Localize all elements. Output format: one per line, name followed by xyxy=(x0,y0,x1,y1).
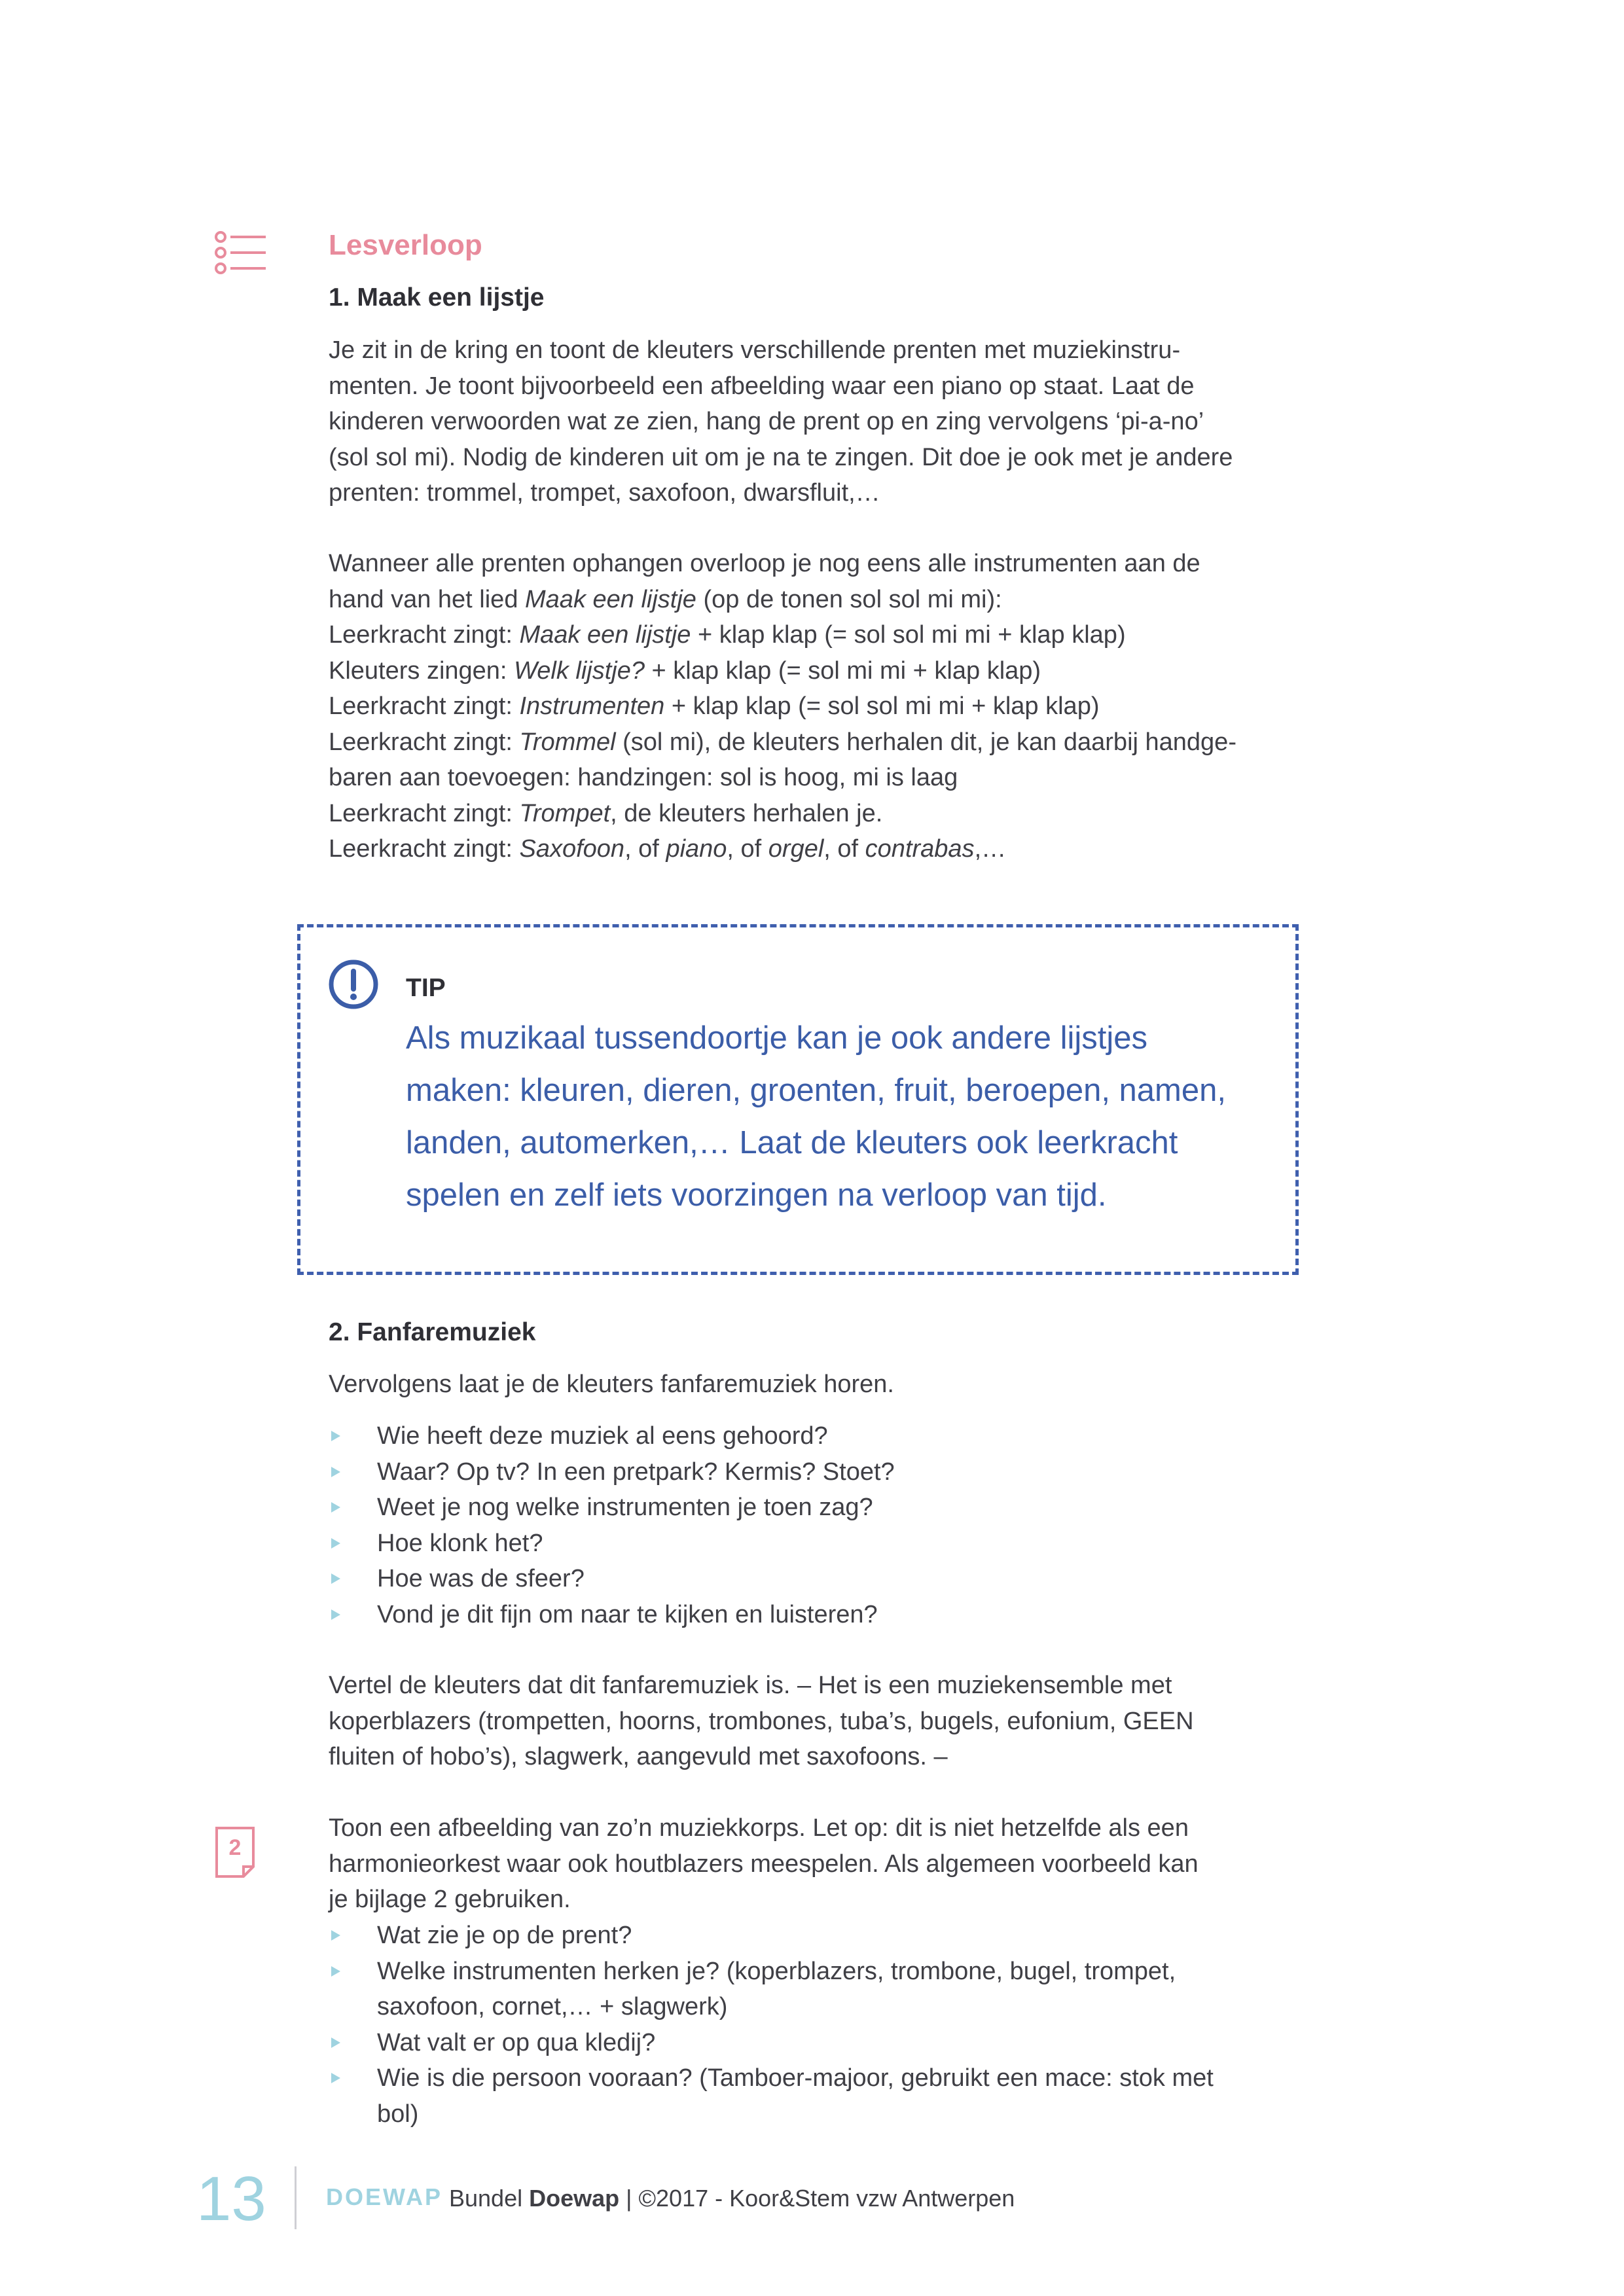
text-line: koperblazers (trompetten, hoorns, trombones, tuba’s, bugels, eufonium, GEEN xyxy=(329,1707,1194,1735)
text-line: Leerkracht zingt: Saxofoon, of piano, of orgel, of contrabas,… xyxy=(329,835,1007,863)
tip-line: maken: kleuren, dieren, groenten, fruit, beroepen, namen, xyxy=(406,1073,1226,1108)
list-item: Weet je nog welke instrumenten je toen zag? xyxy=(329,1490,1310,1526)
list-item: Hoe klonk het? xyxy=(329,1526,1310,1562)
bullet-arrow-icon xyxy=(331,1573,340,1584)
tip-line: Als muzikaal tussendoortje kan je ook andere lijstjes xyxy=(406,1020,1148,1056)
text-line: menten. Je toont bijvoorbeeld een afbeelding waar een piano op staat. Laat de xyxy=(329,372,1195,400)
text-line: (sol sol mi). Nodig de kinderen uit om je na te zingen. Dit doe je ook met je andere xyxy=(329,443,1233,471)
picture-question-list xyxy=(329,1918,1310,2132)
part1-title: 1. Maak een lijstje xyxy=(329,283,545,312)
page-number: 13 xyxy=(196,2164,266,2234)
text-line: Leerkracht zingt: Instrumenten + klap klap (= sol sol mi mi + klap klap) xyxy=(329,692,1100,720)
question-list xyxy=(329,1418,1310,1632)
text-line: Je zit in de kring en toont de kleuters verschillende prenten met muziekinstru- xyxy=(329,336,1181,364)
text-line: Leerkracht zingt: Trommel (sol mi), de kleuters herhalen dit, je kan daarbij handge- xyxy=(329,728,1236,756)
bullet-arrow-icon xyxy=(331,2073,340,2083)
attachment-number: 2 xyxy=(228,1835,242,1860)
text-line: Vertel de kleuters dat dit fanfaremuziek is. – Het is een muziekensemble met xyxy=(329,1672,1172,1699)
text-line: kinderen verwoorden wat ze zien, hang de prent op en zing vervolgens ‘pi-a-no’ xyxy=(329,408,1204,435)
list-item: Welke instrumenten herken je? (koperblazers, trombone, bugel, trompet, saxofoon, cornet,… + slagwerk) xyxy=(329,1954,1310,2025)
tip-line: landen, automerken,… Laat de kleuters ook leerkracht xyxy=(406,1125,1178,1160)
text-line: prenten: trommel, trompet, saxofoon, dwarsfluit,… xyxy=(329,479,880,507)
bullet-arrow-icon xyxy=(331,1431,340,1441)
text-line: Kleuters zingen: Welk lijstje? + klap klap (= sol mi mi + klap klap) xyxy=(329,656,1041,685)
part2-intro: Vervolgens laat je de kleuters fanfaremuziek horen. xyxy=(329,1371,894,1398)
tip-line: spelen en zelf iets voorzingen na verloop van tijd. xyxy=(406,1177,1107,1213)
attachment-2-icon xyxy=(215,1826,255,1878)
tip-label: TIP xyxy=(406,974,446,1002)
bullet-arrow-icon xyxy=(331,1538,340,1549)
bullet-arrow-icon xyxy=(331,2037,340,2048)
text-line: Toon een afbeelding van zo’n muziekkorps. Let op: dit is niet hetzelfde als een xyxy=(329,1814,1189,1842)
text-line: fluiten of hobo’s), slagwerk, aangevuld met saxofoons. – xyxy=(329,1743,948,1770)
section-title: Lesverloop xyxy=(329,229,482,261)
bullet-arrow-icon xyxy=(331,1930,340,1941)
part2-title: 2. Fanfaremuziek xyxy=(329,1318,536,1346)
bullet-arrow-icon xyxy=(331,1609,340,1620)
doewap-logo: DOEWAP xyxy=(326,2183,443,2210)
bullet-arrow-icon xyxy=(331,1502,340,1513)
text-line: baren aan toevoegen: handzingen: sol is hoog, mi is laag xyxy=(329,764,958,791)
text-line: je bijlage 2 gebruiken. xyxy=(329,1886,571,1913)
list-item: Wie is die persoon vooraan? (Tamboer-majoor, gebruikt een mace: stok met bol) xyxy=(329,2060,1310,2132)
bullet-arrow-icon xyxy=(331,1467,340,1477)
list-item: Wie heeft deze muziek al eens gehoord? xyxy=(329,1418,1310,1454)
list-item: Hoe was de sfeer? xyxy=(329,1561,1310,1597)
korps-paragraph xyxy=(329,1810,1310,1918)
list-item: Wat zie je op de prent? xyxy=(329,1918,1310,1954)
list-item: Vond je dit fijn om naar te kijken en luisteren? xyxy=(329,1597,1310,1633)
tip-text xyxy=(406,1012,1283,1221)
bullet-arrow-icon xyxy=(331,1966,340,1977)
text-line: harmonieorkest waar ook houtblazers meespelen. Als algemeen voorbeeld kan xyxy=(329,1850,1199,1878)
list-item: Wat valt er op qua kledij? xyxy=(329,2025,1310,2061)
list-icon xyxy=(213,230,267,275)
text-line: hand van het lied Maak een lijstje (op de tonen sol sol mi mi): xyxy=(329,585,1002,613)
list-item: Waar? Op tv? In een pretpark? Kermis? Stoet? xyxy=(329,1454,1310,1490)
exclamation-circle-icon xyxy=(327,958,380,1011)
footer-text: Bundel Doewap | ©2017 - Koor&Stem vzw Antwerpen xyxy=(449,2185,1015,2212)
part1-paragraph-1 xyxy=(329,332,1310,511)
text-line: Leerkracht zingt: Maak een lijstje + klap klap (= sol sol mi mi + klap klap) xyxy=(329,621,1126,649)
fanfare-paragraph xyxy=(329,1668,1310,1775)
footer-divider xyxy=(295,2166,297,2229)
text-line: Leerkracht zingt: Trompet, de kleuters herhalen je. xyxy=(329,799,883,827)
text-line: Wanneer alle prenten ophangen overloop je nog eens alle instrumenten aan de xyxy=(329,550,1200,577)
part1-paragraph-2 xyxy=(329,546,1310,867)
